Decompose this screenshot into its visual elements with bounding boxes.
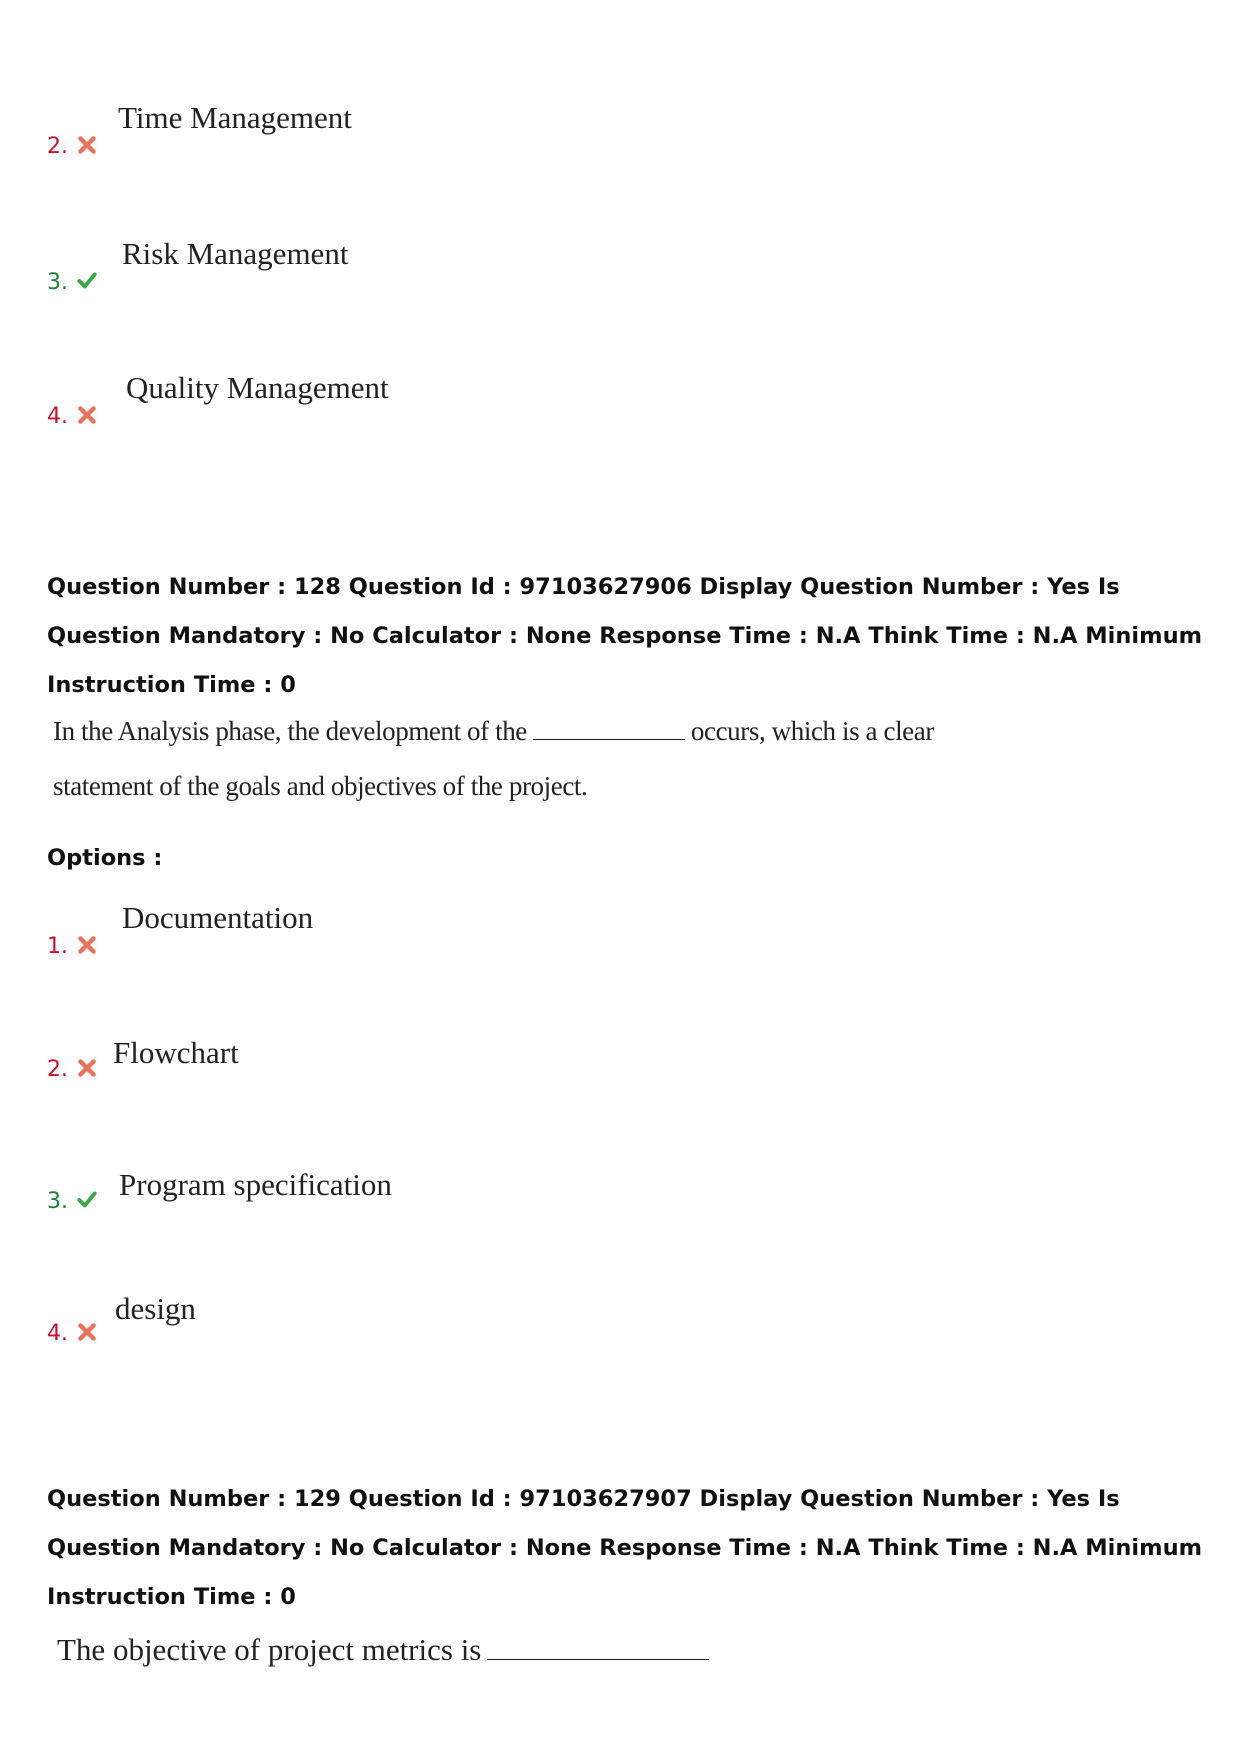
cross-icon — [76, 934, 98, 956]
option-row — [0, 370, 1240, 430]
option-text: Time Management — [118, 100, 352, 135]
option-row — [0, 1023, 1240, 1083]
question-text-line — [57, 1632, 715, 1668]
question-meta: Question Number : 129 Question Id : 97103627907 Display Question Number : Yes Is Question Mandatory : No Calculator : None Response Time : N.A Think Time : N.A Minimum Instruction Time : 0 — [47, 1486, 1203, 1610]
option-text: Flowchart — [113, 1035, 239, 1070]
question-text-line: statement of the goals and objectives of the project. — [53, 771, 588, 801]
question-text-part: In the Analysis phase, the development of the — [53, 716, 527, 746]
option-row — [0, 900, 1240, 960]
option-number: 2. — [47, 134, 68, 159]
option-text: Documentation — [122, 900, 314, 935]
option-text: Quality Management — [126, 370, 389, 405]
fill-blank — [487, 1658, 709, 1660]
option-text: design — [115, 1291, 196, 1326]
cross-icon — [76, 1057, 98, 1079]
question-meta: Question Number : 128 Question Id : 97103627906 Display Question Number : Yes Is Question Mandatory : No Calculator : None Response Time : N.A Think Time : N.A Minimum Instruction Time : 0 — [47, 574, 1203, 698]
fill-blank — [533, 738, 685, 740]
option-text: Risk Management — [122, 236, 349, 271]
option-number: 3. — [47, 1189, 68, 1214]
option-number: 4. — [47, 1321, 68, 1346]
check-icon — [76, 1189, 98, 1211]
options-label: Options : — [47, 845, 163, 871]
question-text-line — [53, 716, 934, 747]
cross-icon — [76, 1321, 98, 1343]
question-text-part: occurs, which is a clear — [690, 716, 934, 746]
cross-icon — [76, 134, 98, 156]
cross-icon — [76, 404, 98, 426]
check-icon — [76, 270, 98, 292]
option-number: 4. — [47, 404, 68, 429]
option-row — [0, 236, 1240, 296]
option-text: Program specification — [119, 1167, 392, 1202]
option-row — [0, 100, 1240, 160]
option-row — [0, 1155, 1240, 1215]
option-number: 3. — [47, 270, 68, 295]
option-row — [0, 1287, 1240, 1347]
option-number: 1. — [47, 934, 68, 959]
question-text-part: The objective of project metrics is — [57, 1632, 482, 1667]
option-number: 2. — [47, 1057, 68, 1082]
